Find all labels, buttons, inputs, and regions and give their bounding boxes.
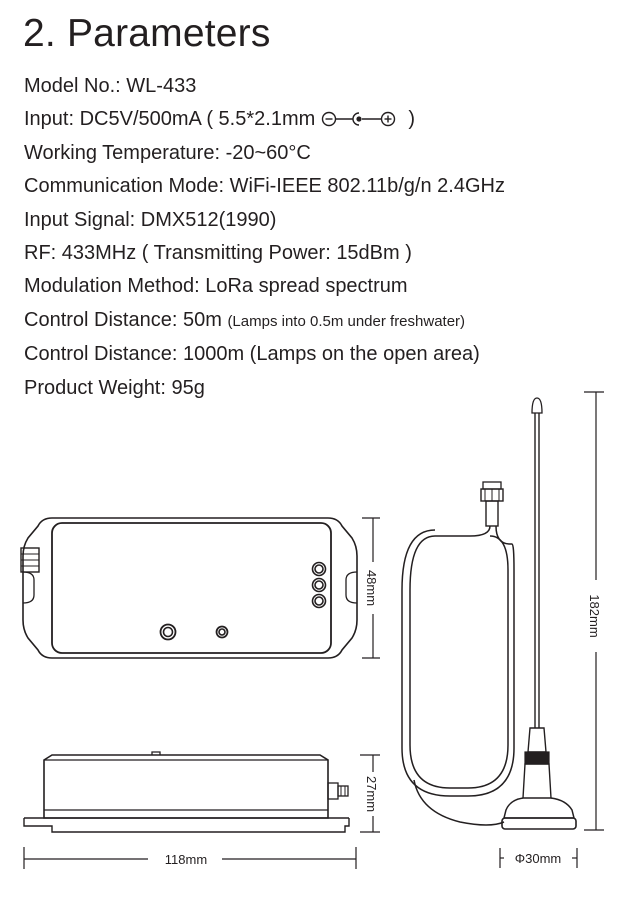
antenna-drawing xyxy=(402,398,576,829)
param-label: Control Distance: xyxy=(24,343,178,366)
page-title: 2. Parameters xyxy=(23,12,271,55)
param-value: 95g xyxy=(171,376,205,399)
dimension-height-label: 48mm xyxy=(364,569,379,607)
param-value: DMX512(1990) xyxy=(140,208,277,231)
param-value: 433MHz ( Transmitting Power: 15dBm ) xyxy=(61,242,412,265)
param-value: LoRa spread spectrum xyxy=(205,275,408,298)
dimension-antenna-height-label: 182mm xyxy=(587,594,602,638)
param-label: Working Temperature: xyxy=(24,141,221,164)
dimension-width-label: 118mm xyxy=(164,852,208,867)
param-value: DC5V/500mA ( 5.5*2.1mm xyxy=(79,108,316,131)
param-value: 50m xyxy=(182,308,222,331)
param-value: WL-433 xyxy=(126,75,197,97)
param-label: Communication Mode: xyxy=(24,175,225,198)
dimension-base-diameter-label: Φ30mm xyxy=(514,851,562,866)
controller-top-view xyxy=(21,518,357,658)
param-value: -20~60°C xyxy=(225,141,311,164)
controller-side-view xyxy=(24,752,349,832)
param-label: Product Weight: xyxy=(24,376,166,399)
param-suffix: ) xyxy=(408,108,416,131)
param-value: 1000m (Lamps on the open area) xyxy=(182,343,480,366)
param-label: Input Signal: xyxy=(24,208,136,231)
param-note: (Lamps into 0.5m under freshwater) xyxy=(227,312,466,330)
dimension-depth-label: 27mm xyxy=(364,775,379,813)
param-value: WiFi-IEEE 802.11b/g/n 2.4GHz xyxy=(229,175,505,198)
param-label: Model No.: xyxy=(24,75,121,97)
param-label: Input: xyxy=(24,108,75,131)
param-label: RF: xyxy=(24,242,57,265)
param-label: Modulation Method: xyxy=(24,275,200,298)
param-label: Control Distance: xyxy=(24,308,178,331)
